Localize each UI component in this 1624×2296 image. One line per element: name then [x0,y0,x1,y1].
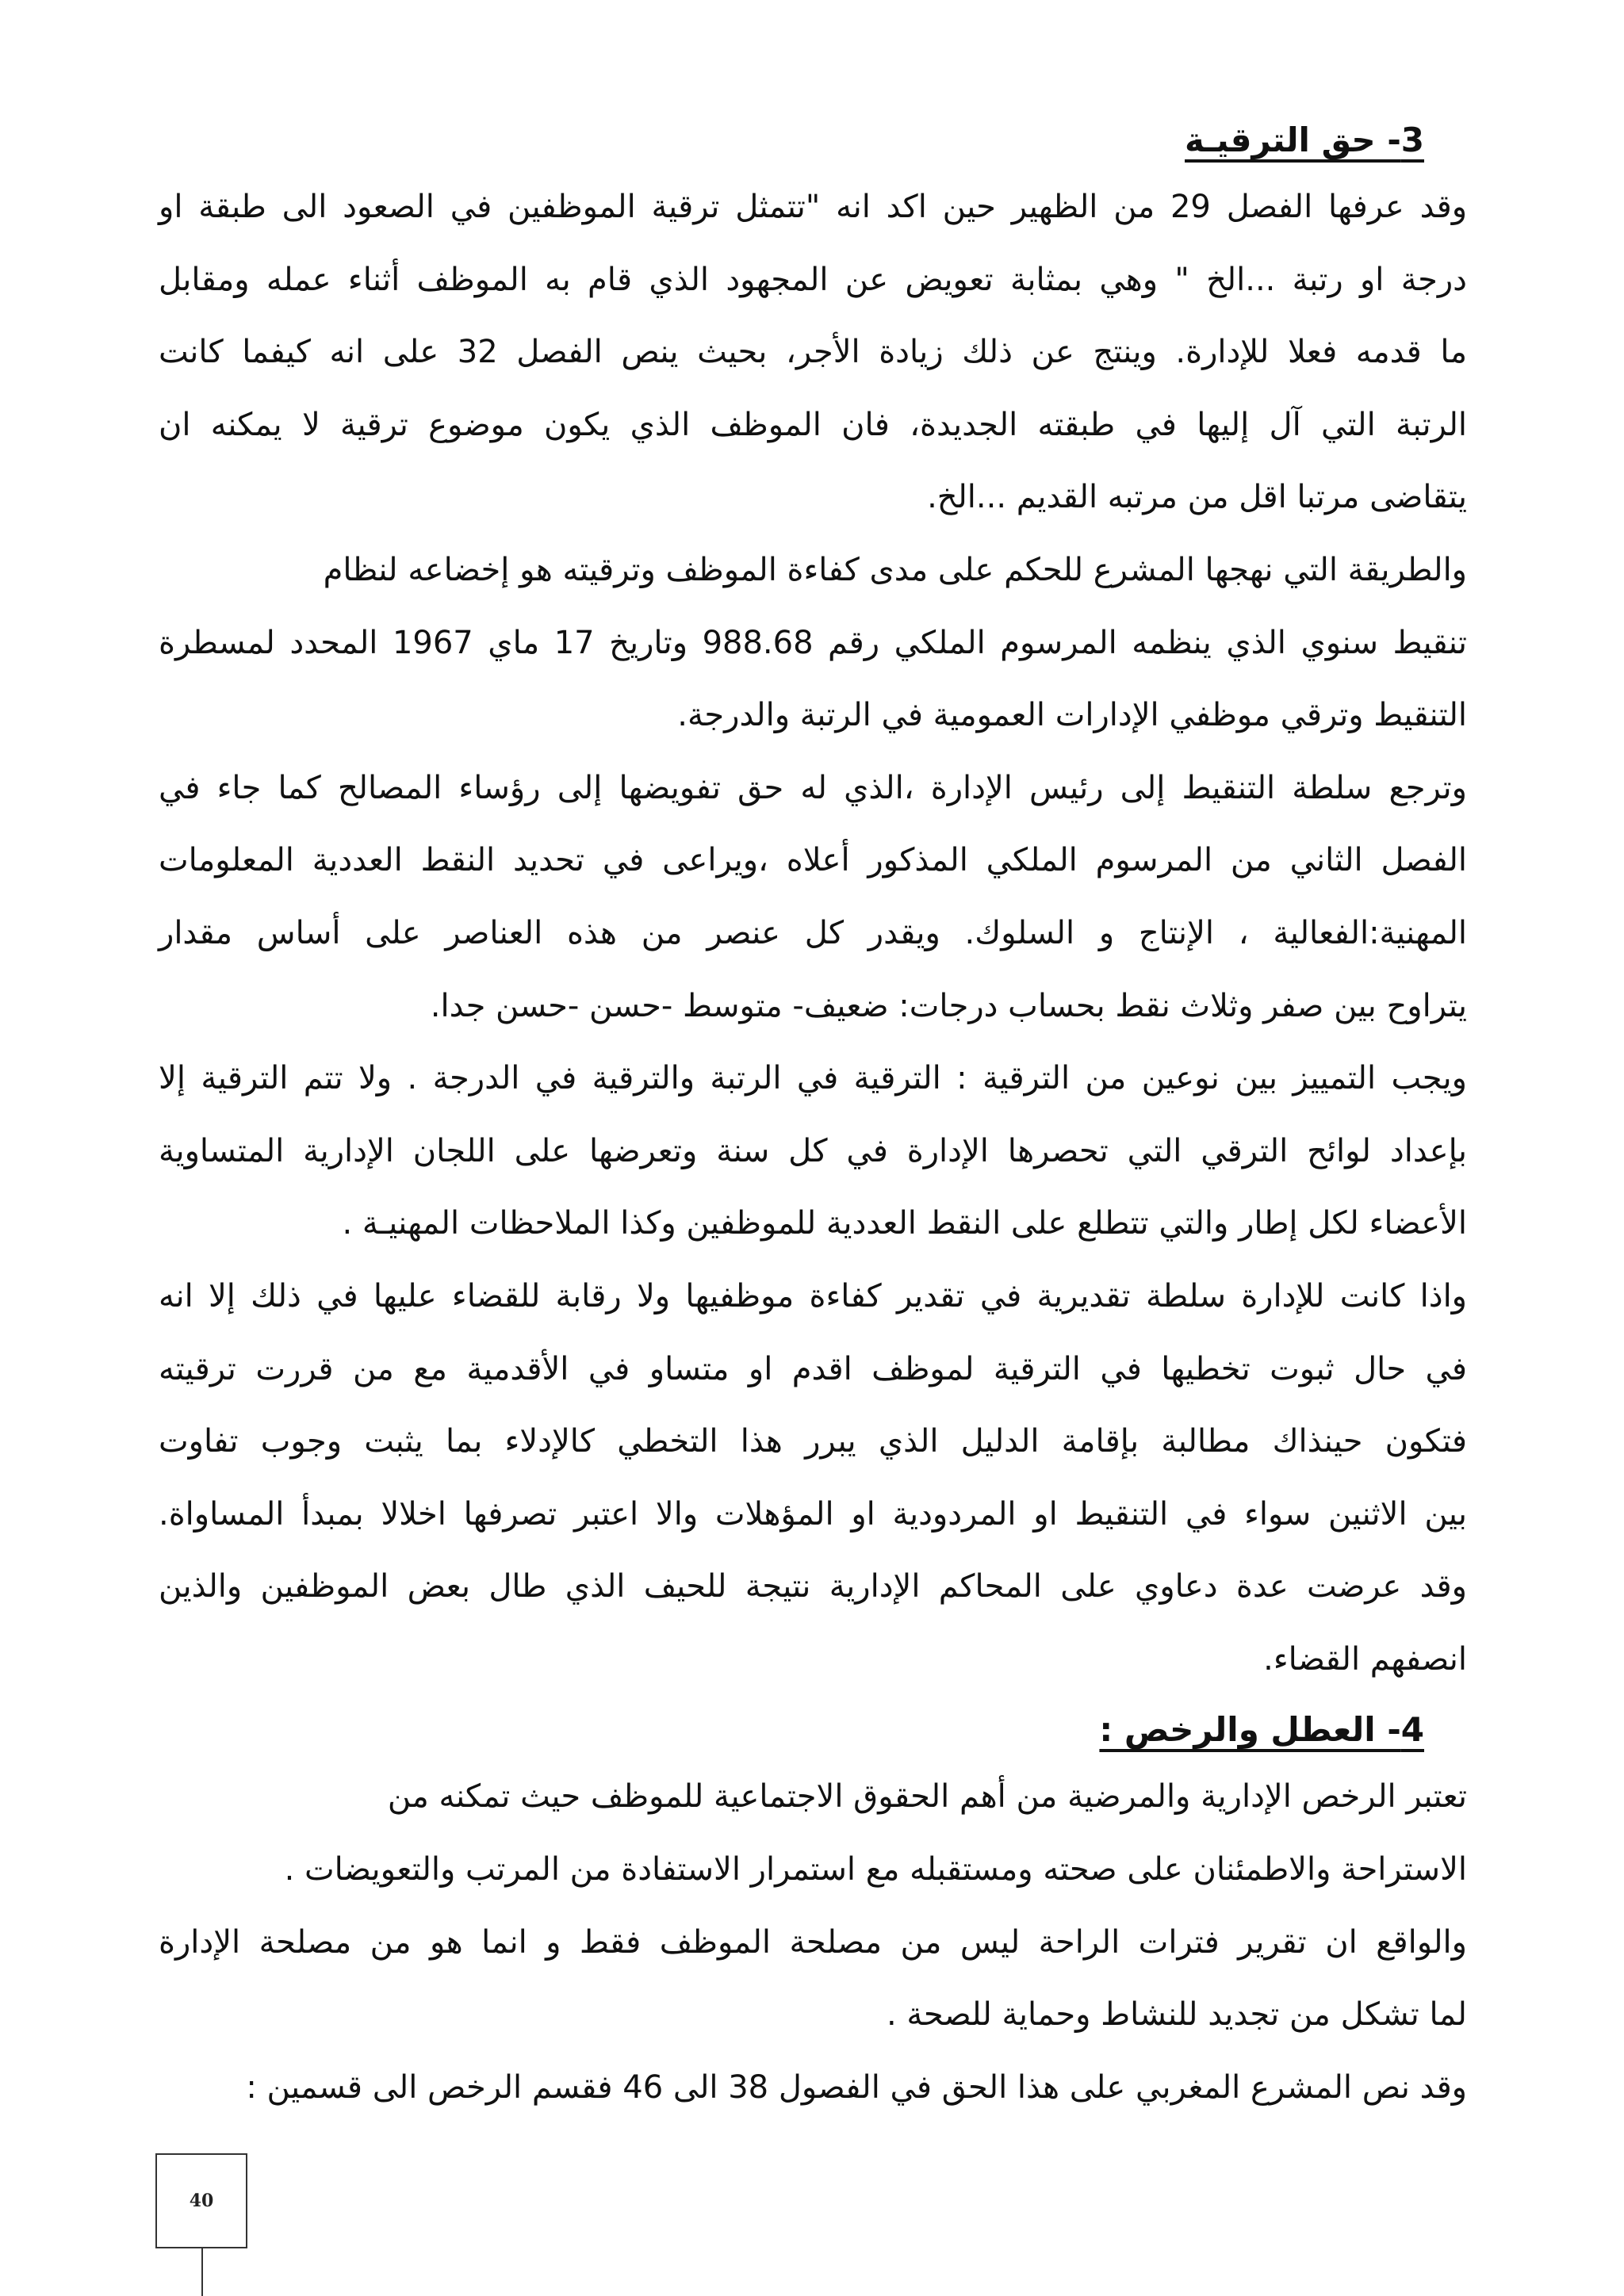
text-line: وقد نص المشرع المغربي على هذا الحق في الفصول 38 الى 46 فقسم الرخص الى قسمين : [246,2068,1467,2106]
text-line: المهنية:الفعالية ، الإنتاج و السلوك. ويقدر كل عنصر من هذه العناصر على أساس مقدار [159,914,1467,951]
text-line: والواقع ان تقرير فترات الراحة ليس من مصلحة الموظف فقط و انما هو من مصلحة الإدارة [159,1923,1467,1961]
text-line: ويجب التمييز بين نوعين من الترقية : الترقية في الرتبة والترقية في الدرجة . ولا تتم الترقية إلا [159,1060,1467,1097]
text-line: لما تشكل من تجديد للنشاط وحماية للصحة . [886,1996,1467,2034]
text-line: والطريقة التي نهجها المشرع للحكم على مدى كفاءة الموظف وترقيته هو إخضاعه لنظام [323,551,1467,588]
text-line: يتقاضى مرتبا اقل من مرتبه القديم ...الخ. [927,479,1467,516]
text-line: بين الاثنين سواء في التنقيط او المردودية او المؤهلات والا اعتبر تصرفها اخلالا بمبدأ المساواة. [159,1495,1467,1533]
text-line: الرتبة التي آل إليها في طبقته الجديدة، فان الموظف الذي يكون موضوع ترقية لا يمكنه ان [159,406,1467,443]
page-number: 40 [155,2153,247,2248]
text-line: بإعداد لوائح الترقي التي تحصرها الإدارة في كل سنة وتعرضها على اللجان الإدارية المتساوية [159,1132,1467,1169]
section-promotion-text [159,171,1467,1696]
text-line: الأعضاء لكل إطار والتي تتطلع على النقط العددية للموظفين وكذا الملاحظات المهنيـة . [342,1205,1467,1242]
text-line: فتكون حينذاك مطالبة بإقامة الدليل الذي يبرر هذا التخطي كالإدلاء بما يثبت وجوب تفاوت [159,1423,1467,1460]
text-line: درجة او رتبة ...الخ " وهي بمثابة تعويض عن المجهود الذي قام به الموظف أثناء عمله ومقابل [159,261,1467,298]
text-line: ما قدمه فعلا للإدارة. وينتج عن ذلك زيادة الأجر، بحيث ينص الفصل 32 على انه كيفما كانت [159,334,1467,371]
text-line: وترجع سلطة التنقيط إلى رئيس الإدارة ،الذي له حق تفويضها إلى رؤساء المصالح كما جاء في [159,769,1467,806]
text-line: وقد عرضت عدة دعاوي على المحاكم الإدارية نتيجة للحيف الذي طال بعض الموظفين والذين [159,1568,1467,1605]
section-heading-promotion: 3- حق الترقيـة [1185,121,1424,159]
text-line: وقد عرفها الفصل 29 من الظهير حين اكد انه "تتمثل ترقية الموظفين في الصعود الى طبقة او [159,189,1468,225]
text-line: انصفهم القضاء. [1263,1640,1467,1678]
page-body [159,109,1467,2124]
text-line: تنقيط سنوي الذي ينظمه المرسوم الملكي رقم 988.68 وتاريخ 17 ماي 1967 المحدد لمسطرة [159,624,1467,661]
page-number-rule [201,2248,203,2296]
text-line: يتراوح بين صفر وثلاث نقط بحساب درجات: ضعيف- متوسط -حسن -حسن جدا. [430,987,1467,1024]
text-line: الاستراحة والاطمئنان على صحته ومستقبله مع استمرار الاستفادة من المرتب والتعويضات . [284,1851,1467,1888]
text-line: التنقيط وترقي موظفي الإدارات العمومية في الرتبة والدرجة. [677,697,1467,734]
text-line: الفصل الثاني من المرسوم الملكي المذكور أعلاه ،ويراعى في تحديد النقط العددية المعلومات [159,842,1467,879]
text-line: تعتبر الرخص الإدارية والمرضية من أهم الحقوق الاجتماعية للموظف حيث تمكنه من [387,1778,1467,1816]
section-leave-text [159,1761,1467,2124]
section-heading-leave: 4- العطل والرخص : [1099,1710,1424,1750]
text-line: واذا كانت للإدارة سلطة تقديرية في تقدير كفاءة موظفيها ولا رقابة للقضاء عليها في ذلك إلا انه [159,1277,1467,1314]
text-line: في حال ثبوت تخطيها في الترقية لموظف اقدم او متساو في الأقدمية مع من قررت ترقيته [159,1350,1467,1387]
